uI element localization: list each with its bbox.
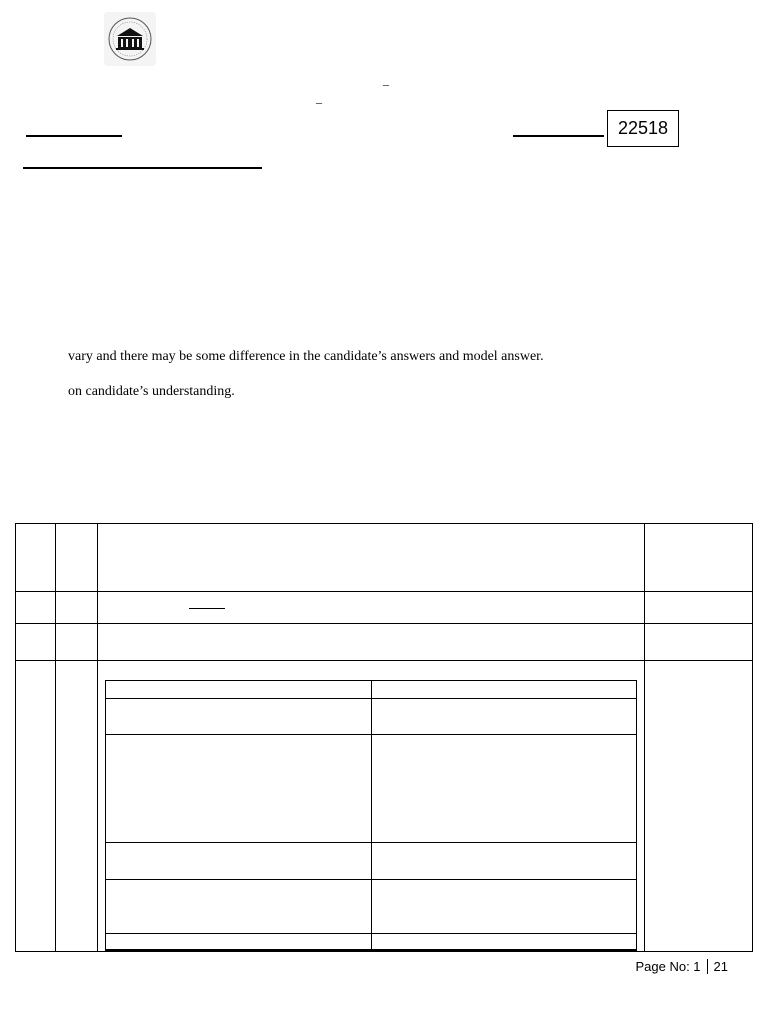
comparison-row-divider <box>105 842 637 843</box>
underline-mark <box>189 608 225 609</box>
row-divider <box>15 660 753 661</box>
page-separator <box>707 959 708 974</box>
row-divider <box>15 591 753 592</box>
comparison-column-divider <box>371 680 372 951</box>
header-rule-right <box>513 135 604 137</box>
note-line: on candidate’s understanding. <box>68 384 235 399</box>
row-divider <box>15 623 753 624</box>
comparison-row-divider <box>105 933 637 934</box>
note-line: vary and there may be some difference in the candidate’s answers and model answer. <box>68 349 544 364</box>
comparison-row-divider <box>105 734 637 735</box>
header-rule-long <box>23 167 262 169</box>
comparison-row-divider <box>105 698 637 699</box>
page-total: 21 <box>713 959 728 974</box>
column-divider <box>97 523 98 952</box>
page-label: Page No: 1 <box>635 959 701 974</box>
header-rule-left <box>26 135 122 137</box>
header-dash: _ <box>316 91 322 105</box>
column-divider <box>55 523 56 952</box>
institution-seal-icon <box>104 12 156 66</box>
page-number <box>635 958 728 976</box>
subject-code-box: 22518 <box>607 110 679 147</box>
header-dash: _ <box>383 73 389 87</box>
column-divider <box>644 523 645 952</box>
comparison-row-divider <box>105 879 637 880</box>
